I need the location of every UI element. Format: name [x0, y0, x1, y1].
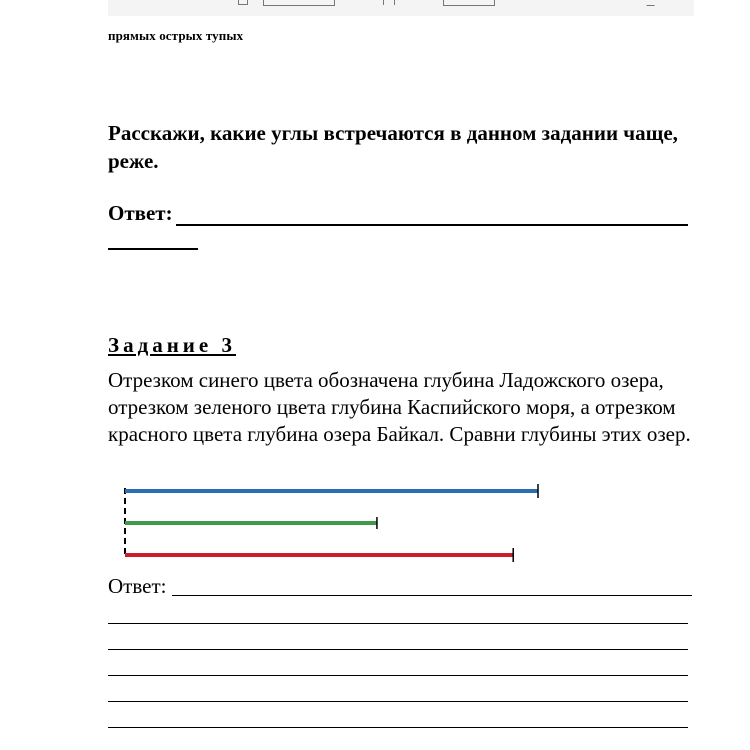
answer-label-task3: Ответ:: [108, 574, 167, 598]
answer-line-2[interactable]: [108, 605, 688, 624]
answer-line-4[interactable]: [108, 657, 688, 676]
answer-line-continued[interactable]: [108, 232, 198, 250]
answer-line-3[interactable]: [108, 631, 688, 650]
green-segment: [125, 517, 377, 529]
question-text: Расскажи, какие углы встречаются в данном задании чаще, реже.: [108, 121, 678, 173]
figure-remnant: [383, 0, 395, 5]
answer-line-1[interactable]: [172, 577, 692, 596]
task-title: Задание 3: [108, 333, 236, 357]
task-text: Отрезком синего цвета обозначена глубина Ладожского озера, отрезком зеленого цвета глубина Каспийского моря, а отрезком красного цвета глубина озера Байкал. Сравни глубины этих озер.: [108, 368, 691, 446]
figure-remnant: [443, 0, 495, 6]
answer-line-6[interactable]: [108, 709, 688, 728]
answer-line-5[interactable]: [108, 683, 688, 702]
answer-line[interactable]: [176, 206, 688, 226]
red-segment: [125, 548, 513, 562]
figure-remnant: [263, 0, 335, 6]
angle-types-label: прямых острых тупых: [108, 28, 244, 43]
figure-remnant: [238, 0, 248, 5]
top-figure-strip: [108, 0, 694, 16]
figure-remnant: [646, 0, 657, 6]
answer-label: Ответ:: [108, 201, 173, 225]
depth-segments-figure: [118, 480, 548, 570]
blue-segment: [125, 484, 538, 498]
